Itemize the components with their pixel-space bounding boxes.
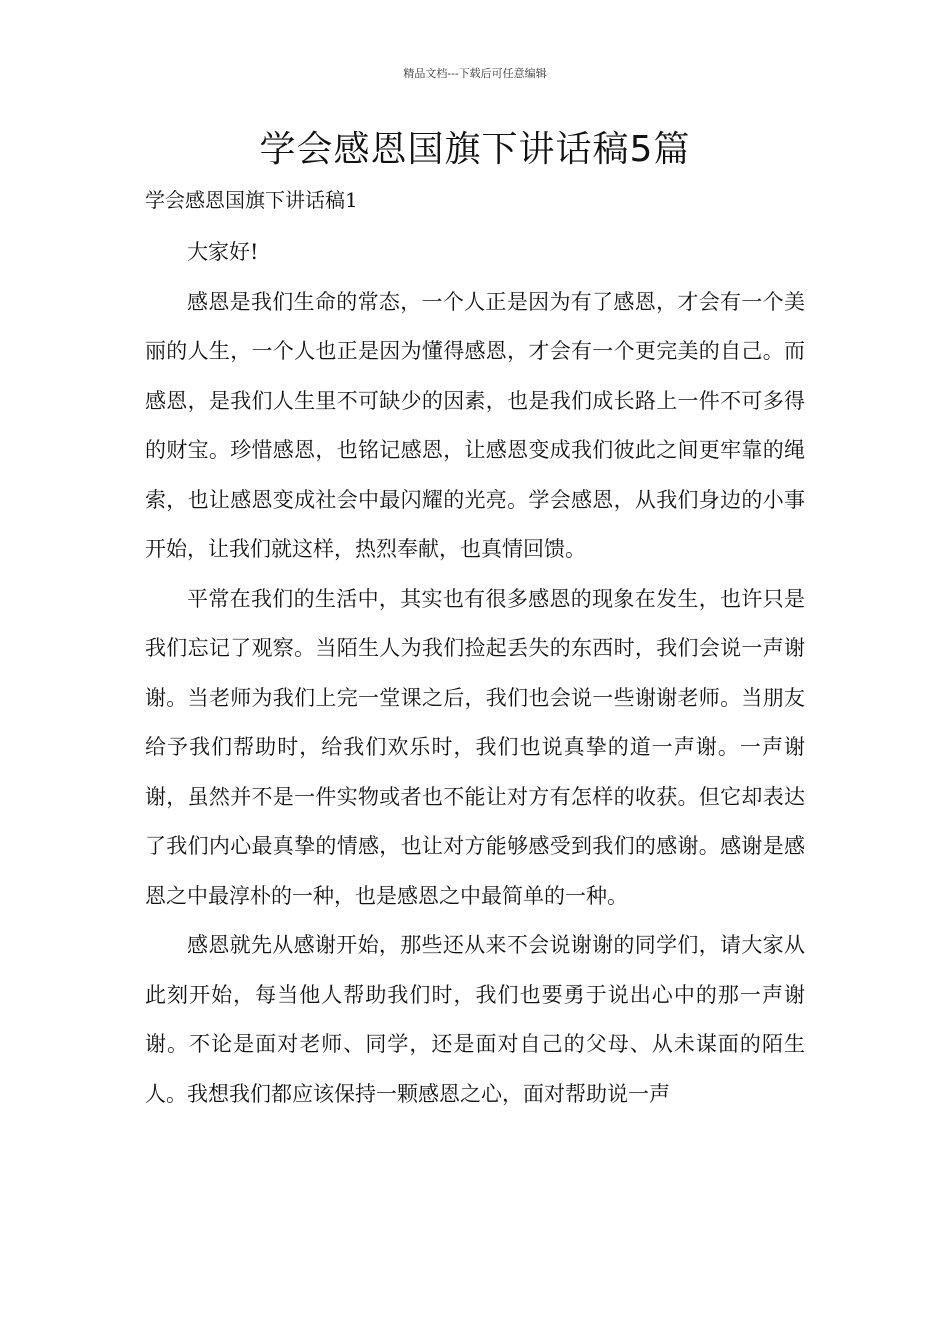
header-note: 精品文档---下载后可任意编辑 <box>403 67 547 80</box>
document-body <box>145 228 805 1119</box>
document-title: 学会感恩国旗下讲话稿5篇 <box>259 129 691 170</box>
greeting-paragraph: 大家好! <box>187 240 259 264</box>
body-paragraph: 感恩是我们生命的常态，一个人正是因为有了感恩，才会有一个美丽的人生，一个人也正是因为懂得感恩，才会有一个更完美的自己。而感恩，是我们人生里不可缺少的因素，也是我们成长路上一件不可多得的财宝。珍惜感恩，也铭记感恩，让感恩变成我们彼此之间更牢靠的绳索，也让感恩变成社会中最闪耀的光亮。学会感恩，从我们身边的小事开始，让我们就这样，热烈奉献，也真情回馈。 <box>145 289 805 561</box>
body-paragraph: 感恩就先从感谢开始，那些还从来不会说谢谢的同学们，请大家从此刻开始，每当他人帮助我们时，我们也要勇于说出心中的那一声谢谢。不论是面对老师、同学，还是面对自己的父母、从未谋面的陌生人。我想我们都应该保持一颗感恩之心，面对帮助说一声 <box>145 933 805 1106</box>
section-heading: 学会感恩国旗下讲话稿1 <box>145 188 358 212</box>
body-paragraph: 平常在我们的生活中，其实也有很多感恩的现象在发生，也许只是我们忘记了观察。当陌生人为我们捡起丢失的东西时，我们会说一声谢谢。当老师为我们上完一堂课之后，我们也会说一些谢谢老师。当朋友给予我们帮助时，给我们欢乐时，我们也说真挚的道一声谢。一声谢谢，虽然并不是一件实物或者也不能让对方有怎样的收获。但它却表达了我们内心最真挚的情感，也让对方能够感受到我们的感谢。感谢是感恩之中最淳朴的一种，也是感恩之中最简单的一种。 <box>145 586 805 908</box>
